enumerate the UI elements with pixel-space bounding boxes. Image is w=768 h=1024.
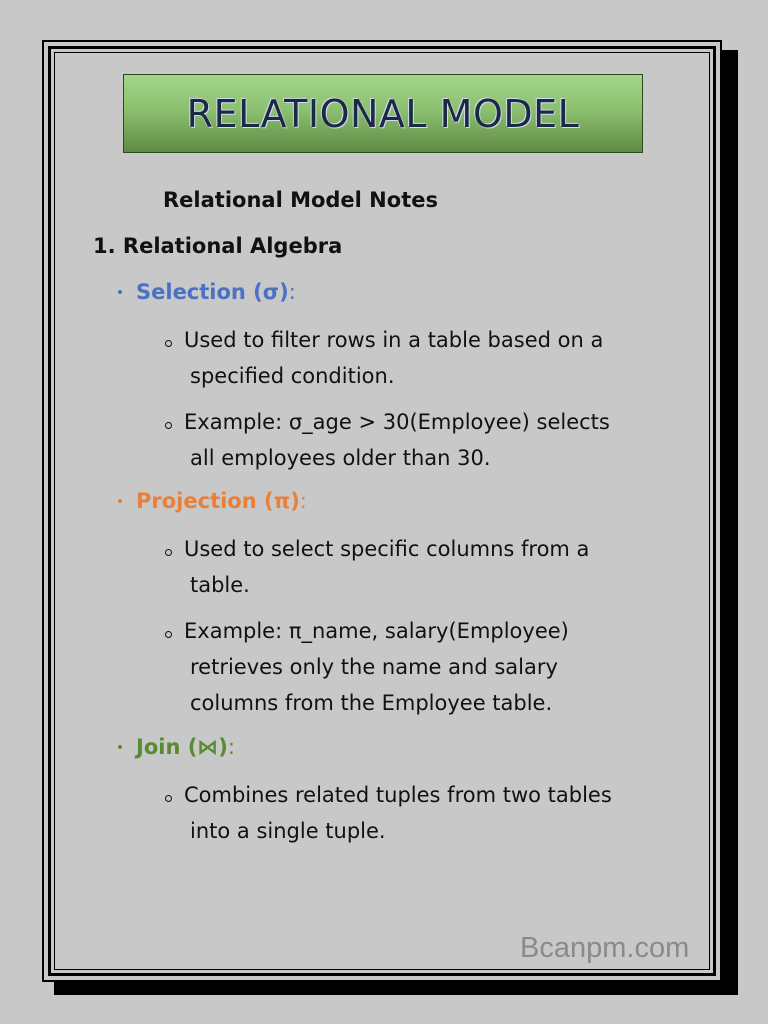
projection-item-1: Used to select specific columns from a table. <box>165 531 589 603</box>
notes-heading: Relational Model Notes <box>163 188 438 212</box>
circle-bullet-icon <box>165 549 172 556</box>
join-label: Join (⋈) <box>136 735 228 759</box>
bullet-icon <box>118 499 122 503</box>
projection-colon: : <box>299 489 307 513</box>
selection-item-1: Used to filter rows in a table based on a specified condition. <box>165 322 603 394</box>
section-heading: 1. Relational Algebra <box>93 234 343 258</box>
watermark: Bcanpm.com <box>520 932 690 964</box>
page-title: RELATIONAL MODEL <box>186 91 580 136</box>
circle-bullet-icon <box>165 795 172 802</box>
circle-bullet-icon <box>165 340 172 347</box>
selection-colon: : <box>288 280 296 304</box>
selection-item-2: Example: σ_age > 30(Employee) selects all employees older than 30. <box>165 404 610 476</box>
title-banner <box>123 74 643 153</box>
join-bullet <box>118 735 235 759</box>
circle-bullet-icon <box>165 422 172 429</box>
selection-bullet <box>118 280 296 304</box>
projection-label: Projection (π) <box>136 489 300 513</box>
join-colon: : <box>227 735 235 759</box>
join-item-1: Combines related tuples from two tables into a single tuple. <box>165 777 612 849</box>
bullet-icon <box>118 290 122 294</box>
bullet-icon <box>118 745 122 749</box>
circle-bullet-icon <box>165 631 172 638</box>
projection-bullet <box>118 489 307 513</box>
selection-label: Selection (σ) <box>136 280 289 304</box>
projection-item-2: Example: π_name, salary(Employee) retrieves only the name and salary columns from the Employee table. <box>165 613 569 721</box>
